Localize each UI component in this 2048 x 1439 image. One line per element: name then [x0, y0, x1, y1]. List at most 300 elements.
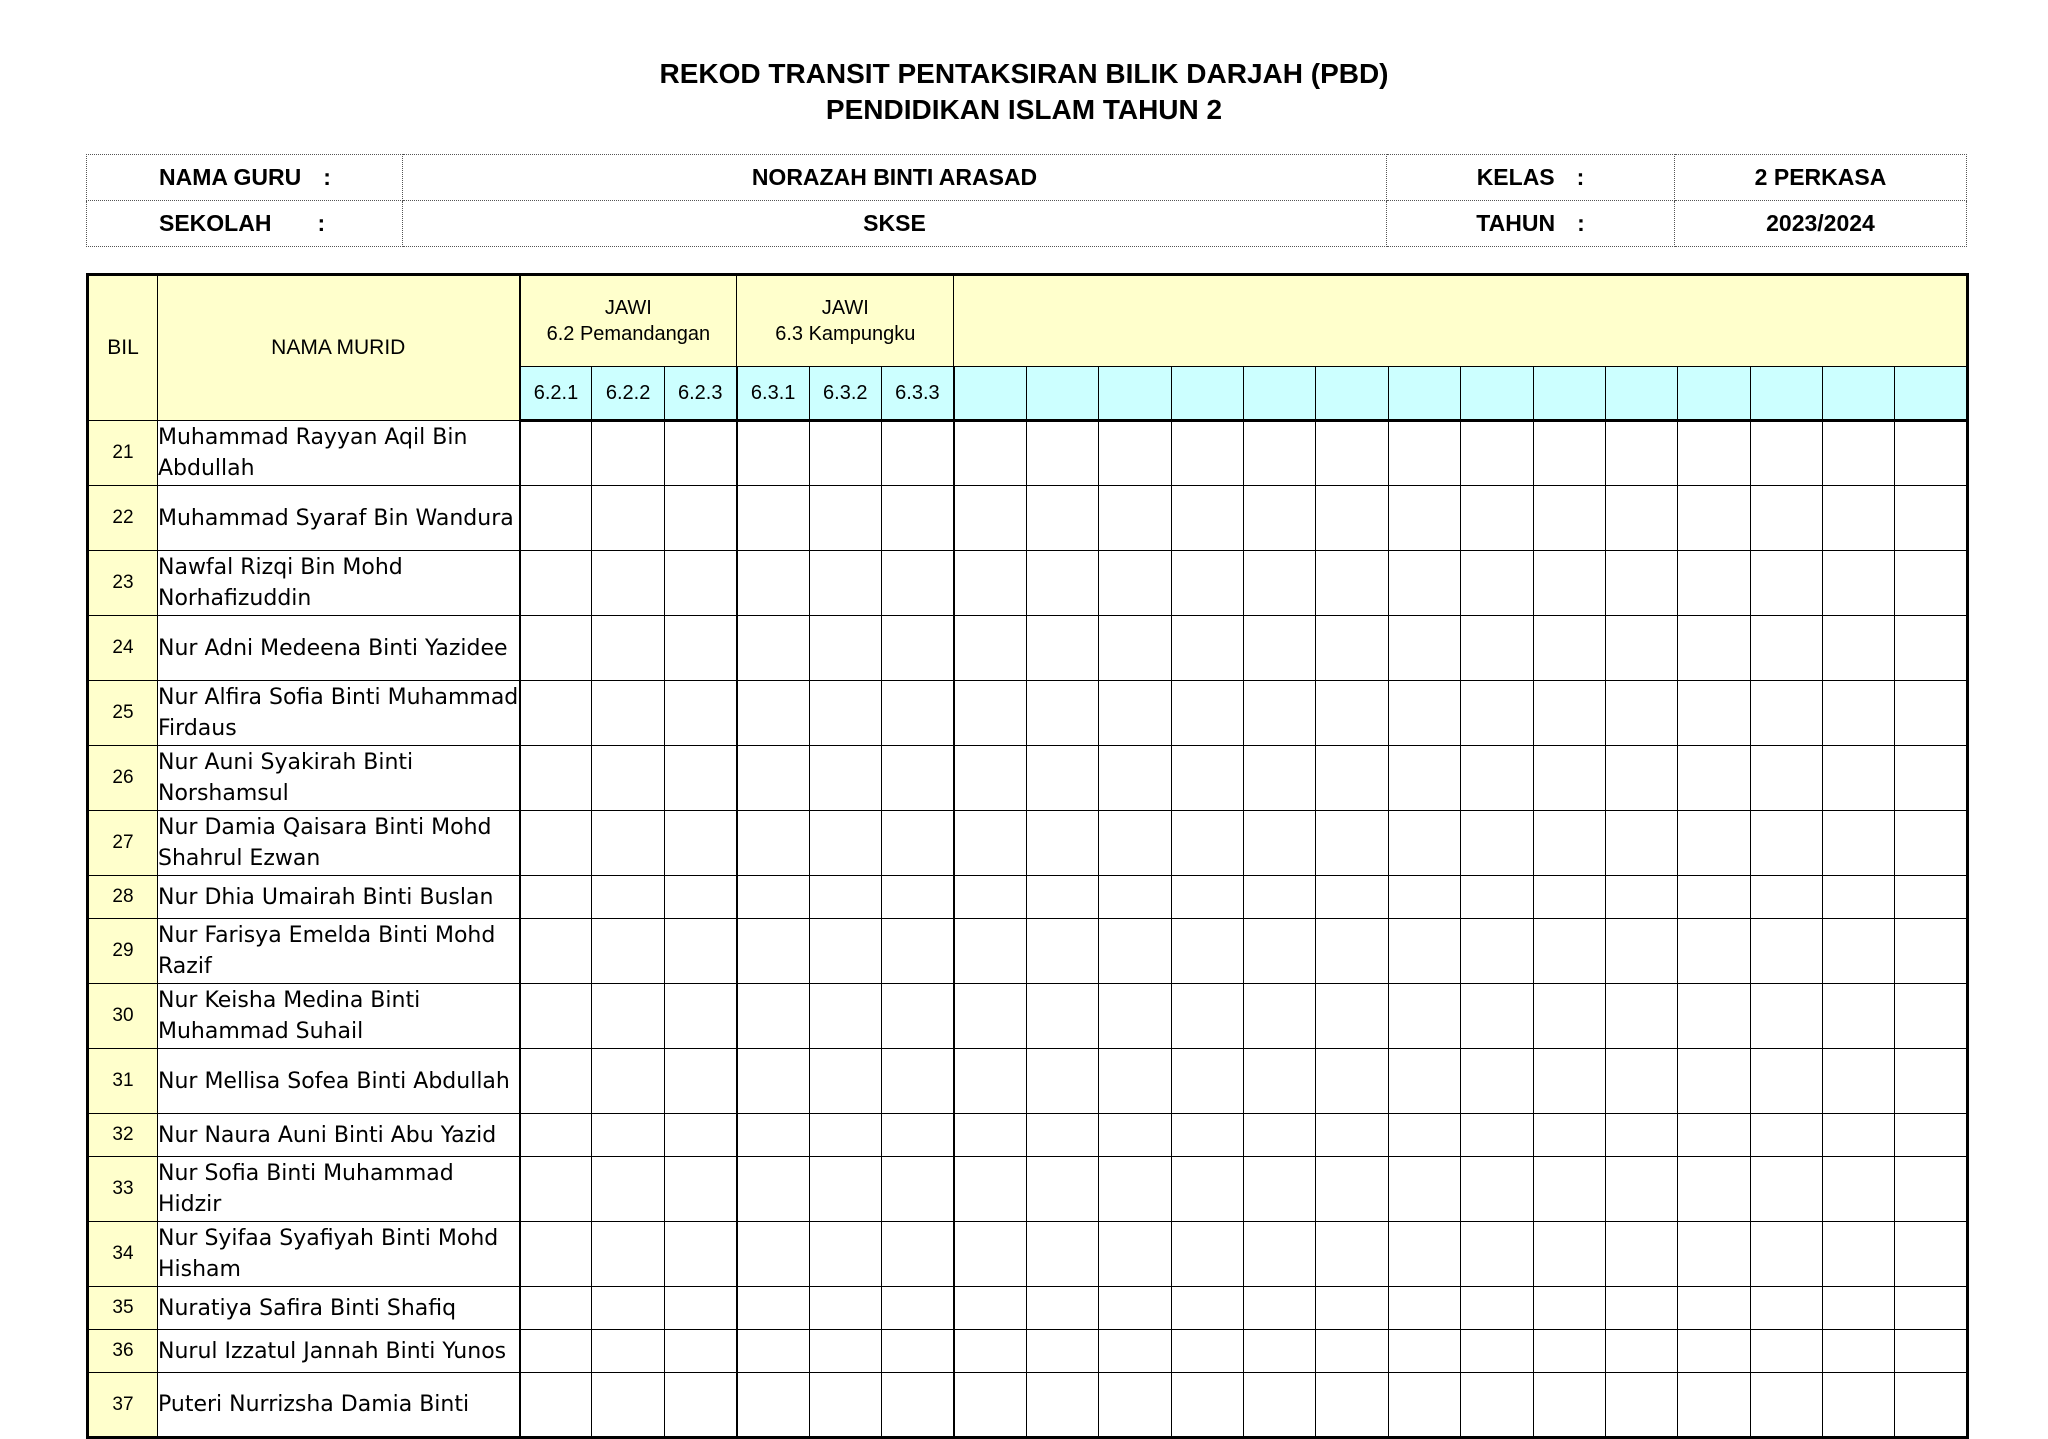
- mark-cell[interactable]: [1823, 1287, 1895, 1330]
- mark-cell[interactable]: [1895, 551, 1967, 616]
- mark-cell[interactable]: [881, 681, 953, 746]
- mark-cell[interactable]: [1316, 1287, 1388, 1330]
- mark-cell[interactable]: [1461, 1330, 1533, 1373]
- mark-cell[interactable]: [1388, 486, 1460, 551]
- mark-cell[interactable]: [1823, 1114, 1895, 1157]
- mark-cell[interactable]: [1316, 616, 1388, 681]
- mark-cell[interactable]: [954, 1049, 1026, 1114]
- mark-cell[interactable]: [1533, 919, 1605, 984]
- mark-cell[interactable]: [1823, 616, 1895, 681]
- mark-cell[interactable]: [809, 876, 881, 919]
- mark-cell[interactable]: [1099, 1330, 1171, 1373]
- mark-cell[interactable]: [737, 984, 809, 1049]
- mark-cell[interactable]: [1823, 1222, 1895, 1287]
- mark-cell[interactable]: [809, 1373, 881, 1438]
- mark-cell[interactable]: [1171, 1157, 1243, 1222]
- mark-cell[interactable]: [1243, 551, 1315, 616]
- mark-cell[interactable]: [520, 1287, 592, 1330]
- mark-cell[interactable]: [809, 486, 881, 551]
- mark-cell[interactable]: [1895, 486, 1967, 551]
- mark-cell[interactable]: [1243, 1287, 1315, 1330]
- mark-cell[interactable]: [1388, 1222, 1460, 1287]
- mark-cell[interactable]: [1533, 746, 1605, 811]
- mark-cell[interactable]: [592, 1222, 664, 1287]
- mark-cell[interactable]: [1605, 919, 1677, 984]
- mark-cell[interactable]: [592, 811, 664, 876]
- mark-cell[interactable]: [1823, 1330, 1895, 1373]
- mark-cell[interactable]: [1750, 746, 1822, 811]
- mark-cell[interactable]: [1388, 616, 1460, 681]
- mark-cell[interactable]: [592, 984, 664, 1049]
- mark-cell[interactable]: [1388, 919, 1460, 984]
- mark-cell[interactable]: [881, 746, 953, 811]
- mark-cell[interactable]: [1171, 984, 1243, 1049]
- mark-cell[interactable]: [1895, 681, 1967, 746]
- mark-cell[interactable]: [1823, 746, 1895, 811]
- mark-cell[interactable]: [664, 746, 736, 811]
- mark-cell[interactable]: [1605, 486, 1677, 551]
- mark-cell[interactable]: [1678, 984, 1750, 1049]
- mark-cell[interactable]: [664, 486, 736, 551]
- mark-cell[interactable]: [1605, 616, 1677, 681]
- mark-cell[interactable]: [1605, 811, 1677, 876]
- mark-cell[interactable]: [1388, 1330, 1460, 1373]
- mark-cell[interactable]: [954, 616, 1026, 681]
- mark-cell[interactable]: [1605, 876, 1677, 919]
- mark-cell[interactable]: [1026, 1114, 1098, 1157]
- mark-cell[interactable]: [954, 1222, 1026, 1287]
- mark-cell[interactable]: [1461, 876, 1533, 919]
- mark-cell[interactable]: [809, 1330, 881, 1373]
- mark-cell[interactable]: [592, 486, 664, 551]
- mark-cell[interactable]: [1823, 1373, 1895, 1438]
- mark-cell[interactable]: [1823, 919, 1895, 984]
- mark-cell[interactable]: [809, 1222, 881, 1287]
- mark-cell[interactable]: [1533, 876, 1605, 919]
- mark-cell[interactable]: [664, 811, 736, 876]
- mark-cell[interactable]: [954, 1114, 1026, 1157]
- mark-cell[interactable]: [1533, 1114, 1605, 1157]
- mark-cell[interactable]: [954, 551, 1026, 616]
- mark-cell[interactable]: [1388, 1373, 1460, 1438]
- mark-cell[interactable]: [1895, 1049, 1967, 1114]
- mark-cell[interactable]: [664, 876, 736, 919]
- mark-cell[interactable]: [1243, 876, 1315, 919]
- mark-cell[interactable]: [809, 919, 881, 984]
- mark-cell[interactable]: [1750, 919, 1822, 984]
- mark-cell[interactable]: [1316, 1114, 1388, 1157]
- mark-cell[interactable]: [737, 681, 809, 746]
- mark-cell[interactable]: [1461, 486, 1533, 551]
- mark-cell[interactable]: [809, 1287, 881, 1330]
- mark-cell[interactable]: [1316, 876, 1388, 919]
- mark-cell[interactable]: [1026, 919, 1098, 984]
- mark-cell[interactable]: [1388, 811, 1460, 876]
- mark-cell[interactable]: [520, 1222, 592, 1287]
- mark-cell[interactable]: [1823, 486, 1895, 551]
- mark-cell[interactable]: [1461, 984, 1533, 1049]
- mark-cell[interactable]: [1750, 1222, 1822, 1287]
- mark-cell[interactable]: [737, 1330, 809, 1373]
- mark-cell[interactable]: [737, 876, 809, 919]
- mark-cell[interactable]: [1823, 421, 1895, 486]
- mark-cell[interactable]: [1823, 811, 1895, 876]
- mark-cell[interactable]: [1605, 681, 1677, 746]
- mark-cell[interactable]: [1099, 1222, 1171, 1287]
- mark-cell[interactable]: [1171, 421, 1243, 486]
- mark-cell[interactable]: [1388, 1114, 1460, 1157]
- mark-cell[interactable]: [1461, 811, 1533, 876]
- mark-cell[interactable]: [954, 1330, 1026, 1373]
- mark-cell[interactable]: [592, 1157, 664, 1222]
- mark-cell[interactable]: [1678, 1330, 1750, 1373]
- mark-cell[interactable]: [592, 746, 664, 811]
- mark-cell[interactable]: [1243, 681, 1315, 746]
- mark-cell[interactable]: [1750, 681, 1822, 746]
- mark-cell[interactable]: [1026, 876, 1098, 919]
- mark-cell[interactable]: [1678, 1157, 1750, 1222]
- mark-cell[interactable]: [1243, 919, 1315, 984]
- mark-cell[interactable]: [1316, 1330, 1388, 1373]
- mark-cell[interactable]: [1533, 551, 1605, 616]
- mark-cell[interactable]: [1099, 1114, 1171, 1157]
- mark-cell[interactable]: [1171, 681, 1243, 746]
- mark-cell[interactable]: [1026, 1157, 1098, 1222]
- mark-cell[interactable]: [1388, 1049, 1460, 1114]
- mark-cell[interactable]: [592, 1330, 664, 1373]
- mark-cell[interactable]: [1099, 681, 1171, 746]
- mark-cell[interactable]: [1171, 1049, 1243, 1114]
- mark-cell[interactable]: [664, 1373, 736, 1438]
- mark-cell[interactable]: [1605, 746, 1677, 811]
- mark-cell[interactable]: [1316, 1222, 1388, 1287]
- mark-cell[interactable]: [1243, 486, 1315, 551]
- mark-cell[interactable]: [1171, 746, 1243, 811]
- mark-cell[interactable]: [954, 919, 1026, 984]
- mark-cell[interactable]: [809, 551, 881, 616]
- mark-cell[interactable]: [1099, 984, 1171, 1049]
- mark-cell[interactable]: [520, 919, 592, 984]
- mark-cell[interactable]: [737, 811, 809, 876]
- mark-cell[interactable]: [1605, 1373, 1677, 1438]
- mark-cell[interactable]: [737, 421, 809, 486]
- mark-cell[interactable]: [737, 1114, 809, 1157]
- mark-cell[interactable]: [1750, 1157, 1822, 1222]
- mark-cell[interactable]: [1823, 551, 1895, 616]
- mark-cell[interactable]: [1605, 421, 1677, 486]
- mark-cell[interactable]: [1388, 876, 1460, 919]
- mark-cell[interactable]: [881, 486, 953, 551]
- mark-cell[interactable]: [954, 486, 1026, 551]
- mark-cell[interactable]: [1171, 1287, 1243, 1330]
- mark-cell[interactable]: [1895, 811, 1967, 876]
- mark-cell[interactable]: [1461, 746, 1533, 811]
- mark-cell[interactable]: [881, 1287, 953, 1330]
- mark-cell[interactable]: [809, 811, 881, 876]
- mark-cell[interactable]: [1316, 919, 1388, 984]
- mark-cell[interactable]: [1678, 811, 1750, 876]
- mark-cell[interactable]: [1026, 486, 1098, 551]
- mark-cell[interactable]: [1099, 1287, 1171, 1330]
- mark-cell[interactable]: [1895, 1287, 1967, 1330]
- mark-cell[interactable]: [520, 1330, 592, 1373]
- mark-cell[interactable]: [1533, 421, 1605, 486]
- mark-cell[interactable]: [1895, 1114, 1967, 1157]
- mark-cell[interactable]: [1026, 984, 1098, 1049]
- mark-cell[interactable]: [1533, 811, 1605, 876]
- mark-cell[interactable]: [664, 551, 736, 616]
- mark-cell[interactable]: [809, 1114, 881, 1157]
- mark-cell[interactable]: [664, 1114, 736, 1157]
- mark-cell[interactable]: [664, 919, 736, 984]
- mark-cell[interactable]: [1099, 486, 1171, 551]
- mark-cell[interactable]: [1461, 1157, 1533, 1222]
- mark-cell[interactable]: [1171, 919, 1243, 984]
- mark-cell[interactable]: [1750, 421, 1822, 486]
- mark-cell[interactable]: [1026, 681, 1098, 746]
- mark-cell[interactable]: [1171, 486, 1243, 551]
- mark-cell[interactable]: [1823, 984, 1895, 1049]
- mark-cell[interactable]: [1533, 616, 1605, 681]
- mark-cell[interactable]: [954, 811, 1026, 876]
- mark-cell[interactable]: [881, 876, 953, 919]
- mark-cell[interactable]: [1533, 1222, 1605, 1287]
- mark-cell[interactable]: [1461, 551, 1533, 616]
- mark-cell[interactable]: [1026, 1373, 1098, 1438]
- mark-cell[interactable]: [881, 551, 953, 616]
- mark-cell[interactable]: [1461, 1049, 1533, 1114]
- mark-cell[interactable]: [592, 1287, 664, 1330]
- mark-cell[interactable]: [1605, 1330, 1677, 1373]
- mark-cell[interactable]: [1533, 681, 1605, 746]
- mark-cell[interactable]: [737, 486, 809, 551]
- mark-cell[interactable]: [1243, 616, 1315, 681]
- mark-cell[interactable]: [1605, 984, 1677, 1049]
- mark-cell[interactable]: [1823, 876, 1895, 919]
- mark-cell[interactable]: [1388, 1157, 1460, 1222]
- mark-cell[interactable]: [1678, 616, 1750, 681]
- mark-cell[interactable]: [1895, 1330, 1967, 1373]
- mark-cell[interactable]: [664, 681, 736, 746]
- mark-cell[interactable]: [592, 616, 664, 681]
- mark-cell[interactable]: [1026, 1222, 1098, 1287]
- mark-cell[interactable]: [1750, 876, 1822, 919]
- mark-cell[interactable]: [954, 1157, 1026, 1222]
- mark-cell[interactable]: [520, 1373, 592, 1438]
- mark-cell[interactable]: [1099, 616, 1171, 681]
- mark-cell[interactable]: [1171, 1330, 1243, 1373]
- mark-cell[interactable]: [1316, 1373, 1388, 1438]
- mark-cell[interactable]: [520, 1157, 592, 1222]
- mark-cell[interactable]: [1026, 421, 1098, 486]
- mark-cell[interactable]: [1823, 681, 1895, 746]
- mark-cell[interactable]: [592, 681, 664, 746]
- mark-cell[interactable]: [1533, 984, 1605, 1049]
- mark-cell[interactable]: [1605, 1287, 1677, 1330]
- mark-cell[interactable]: [1243, 1157, 1315, 1222]
- mark-cell[interactable]: [520, 681, 592, 746]
- mark-cell[interactable]: [881, 984, 953, 1049]
- mark-cell[interactable]: [1895, 421, 1967, 486]
- mark-cell[interactable]: [1243, 811, 1315, 876]
- mark-cell[interactable]: [737, 616, 809, 681]
- mark-cell[interactable]: [1316, 984, 1388, 1049]
- mark-cell[interactable]: [1099, 421, 1171, 486]
- mark-cell[interactable]: [1605, 1114, 1677, 1157]
- mark-cell[interactable]: [1171, 551, 1243, 616]
- mark-cell[interactable]: [1750, 1114, 1822, 1157]
- mark-cell[interactable]: [1171, 616, 1243, 681]
- mark-cell[interactable]: [1895, 1157, 1967, 1222]
- mark-cell[interactable]: [520, 876, 592, 919]
- mark-cell[interactable]: [1461, 1114, 1533, 1157]
- mark-cell[interactable]: [1461, 1287, 1533, 1330]
- mark-cell[interactable]: [737, 1157, 809, 1222]
- mark-cell[interactable]: [881, 919, 953, 984]
- mark-cell[interactable]: [1678, 1049, 1750, 1114]
- mark-cell[interactable]: [1388, 551, 1460, 616]
- mark-cell[interactable]: [1678, 919, 1750, 984]
- mark-cell[interactable]: [1678, 1287, 1750, 1330]
- mark-cell[interactable]: [1243, 746, 1315, 811]
- mark-cell[interactable]: [520, 1114, 592, 1157]
- mark-cell[interactable]: [1678, 486, 1750, 551]
- mark-cell[interactable]: [520, 486, 592, 551]
- mark-cell[interactable]: [1171, 811, 1243, 876]
- mark-cell[interactable]: [954, 681, 1026, 746]
- mark-cell[interactable]: [1316, 551, 1388, 616]
- mark-cell[interactable]: [809, 681, 881, 746]
- mark-cell[interactable]: [1750, 486, 1822, 551]
- mark-cell[interactable]: [520, 984, 592, 1049]
- mark-cell[interactable]: [1678, 421, 1750, 486]
- mark-cell[interactable]: [881, 1222, 953, 1287]
- mark-cell[interactable]: [1750, 1049, 1822, 1114]
- mark-cell[interactable]: [1243, 1222, 1315, 1287]
- mark-cell[interactable]: [1750, 1287, 1822, 1330]
- mark-cell[interactable]: [1605, 1222, 1677, 1287]
- mark-cell[interactable]: [520, 1049, 592, 1114]
- mark-cell[interactable]: [1678, 551, 1750, 616]
- mark-cell[interactable]: [809, 1157, 881, 1222]
- mark-cell[interactable]: [1026, 746, 1098, 811]
- mark-cell[interactable]: [1388, 681, 1460, 746]
- mark-cell[interactable]: [592, 1049, 664, 1114]
- mark-cell[interactable]: [1750, 984, 1822, 1049]
- mark-cell[interactable]: [1243, 421, 1315, 486]
- mark-cell[interactable]: [809, 984, 881, 1049]
- mark-cell[interactable]: [1026, 616, 1098, 681]
- mark-cell[interactable]: [1461, 919, 1533, 984]
- mark-cell[interactable]: [664, 421, 736, 486]
- mark-cell[interactable]: [1316, 1049, 1388, 1114]
- mark-cell[interactable]: [592, 876, 664, 919]
- mark-cell[interactable]: [1461, 421, 1533, 486]
- mark-cell[interactable]: [1823, 1049, 1895, 1114]
- mark-cell[interactable]: [1533, 486, 1605, 551]
- mark-cell[interactable]: [520, 551, 592, 616]
- mark-cell[interactable]: [1678, 681, 1750, 746]
- mark-cell[interactable]: [1316, 746, 1388, 811]
- mark-cell[interactable]: [737, 1287, 809, 1330]
- mark-cell[interactable]: [1895, 984, 1967, 1049]
- mark-cell[interactable]: [737, 1222, 809, 1287]
- mark-cell[interactable]: [954, 1373, 1026, 1438]
- mark-cell[interactable]: [737, 551, 809, 616]
- mark-cell[interactable]: [1678, 1222, 1750, 1287]
- mark-cell[interactable]: [1388, 984, 1460, 1049]
- mark-cell[interactable]: [664, 1157, 736, 1222]
- mark-cell[interactable]: [1026, 1287, 1098, 1330]
- mark-cell[interactable]: [1026, 811, 1098, 876]
- mark-cell[interactable]: [1533, 1157, 1605, 1222]
- mark-cell[interactable]: [1895, 616, 1967, 681]
- mark-cell[interactable]: [664, 1049, 736, 1114]
- mark-cell[interactable]: [520, 746, 592, 811]
- mark-cell[interactable]: [809, 616, 881, 681]
- mark-cell[interactable]: [1388, 421, 1460, 486]
- mark-cell[interactable]: [881, 1049, 953, 1114]
- mark-cell[interactable]: [1171, 1373, 1243, 1438]
- mark-cell[interactable]: [1099, 919, 1171, 984]
- mark-cell[interactable]: [664, 1222, 736, 1287]
- mark-cell[interactable]: [1678, 746, 1750, 811]
- mark-cell[interactable]: [1895, 1222, 1967, 1287]
- mark-cell[interactable]: [664, 616, 736, 681]
- mark-cell[interactable]: [592, 1373, 664, 1438]
- mark-cell[interactable]: [520, 616, 592, 681]
- mark-cell[interactable]: [1171, 876, 1243, 919]
- mark-cell[interactable]: [1461, 616, 1533, 681]
- mark-cell[interactable]: [1171, 1114, 1243, 1157]
- mark-cell[interactable]: [954, 1287, 1026, 1330]
- mark-cell[interactable]: [1461, 681, 1533, 746]
- mark-cell[interactable]: [1243, 1114, 1315, 1157]
- mark-cell[interactable]: [1750, 811, 1822, 876]
- mark-cell[interactable]: [1026, 1049, 1098, 1114]
- mark-cell[interactable]: [1605, 1157, 1677, 1222]
- mark-cell[interactable]: [1895, 876, 1967, 919]
- mark-cell[interactable]: [664, 984, 736, 1049]
- mark-cell[interactable]: [1461, 1373, 1533, 1438]
- mark-cell[interactable]: [881, 811, 953, 876]
- mark-cell[interactable]: [1099, 1373, 1171, 1438]
- mark-cell[interactable]: [1678, 1373, 1750, 1438]
- mark-cell[interactable]: [1316, 811, 1388, 876]
- mark-cell[interactable]: [1678, 1114, 1750, 1157]
- mark-cell[interactable]: [1388, 746, 1460, 811]
- mark-cell[interactable]: [881, 1330, 953, 1373]
- mark-cell[interactable]: [881, 1157, 953, 1222]
- mark-cell[interactable]: [1750, 616, 1822, 681]
- mark-cell[interactable]: [1171, 1222, 1243, 1287]
- mark-cell[interactable]: [1750, 1373, 1822, 1438]
- mark-cell[interactable]: [954, 984, 1026, 1049]
- mark-cell[interactable]: [1388, 1287, 1460, 1330]
- mark-cell[interactable]: [592, 919, 664, 984]
- mark-cell[interactable]: [1533, 1373, 1605, 1438]
- mark-cell[interactable]: [881, 616, 953, 681]
- mark-cell[interactable]: [592, 1114, 664, 1157]
- mark-cell[interactable]: [1895, 746, 1967, 811]
- mark-cell[interactable]: [1026, 1330, 1098, 1373]
- mark-cell[interactable]: [1678, 876, 1750, 919]
- mark-cell[interactable]: [737, 1373, 809, 1438]
- mark-cell[interactable]: [1895, 919, 1967, 984]
- mark-cell[interactable]: [1316, 1157, 1388, 1222]
- mark-cell[interactable]: [809, 421, 881, 486]
- mark-cell[interactable]: [954, 421, 1026, 486]
